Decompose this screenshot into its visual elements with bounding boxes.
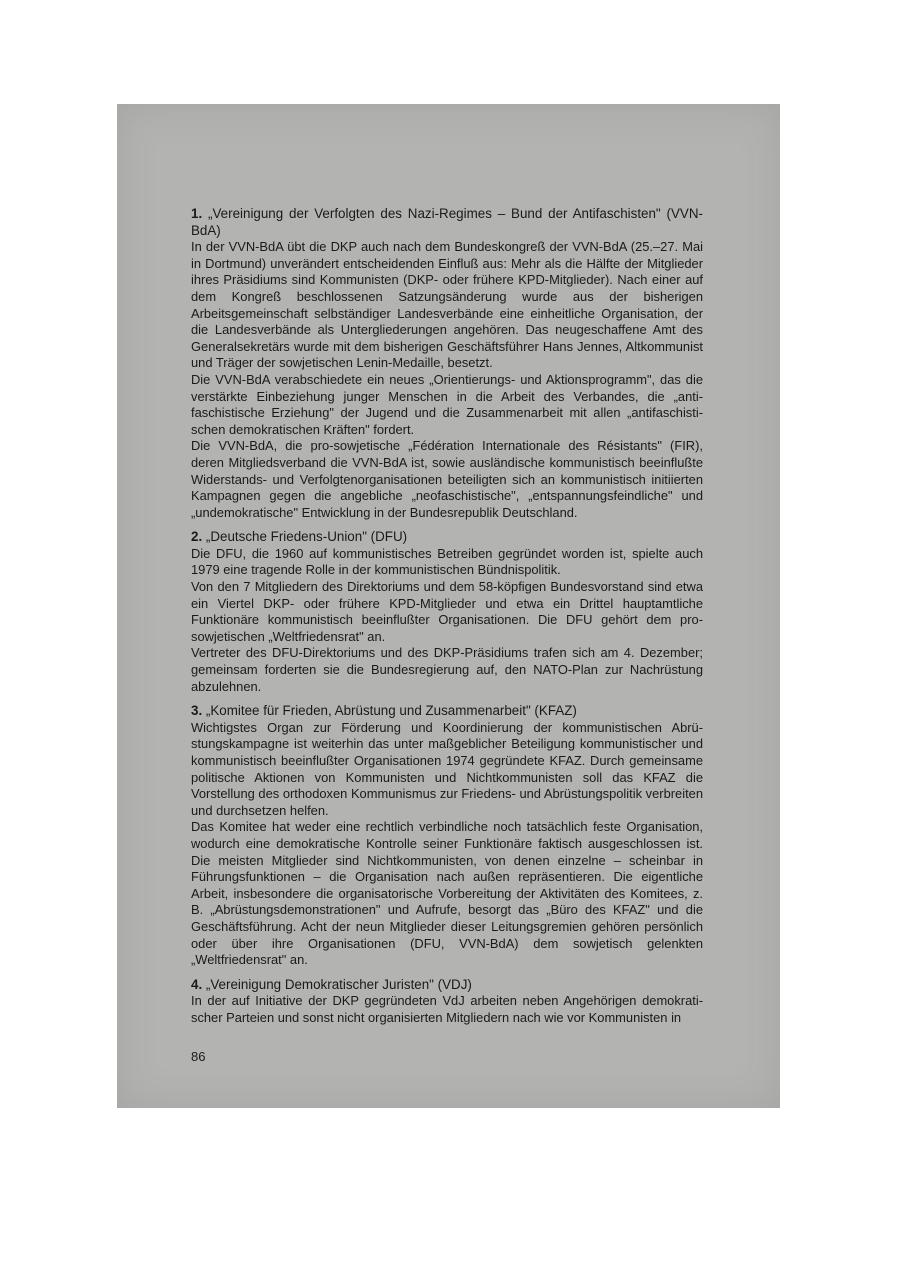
paragraph: In der auf Initiative der DKP gegründeten VdJ arbeiten neben Angehörigen demokratischer Parteien und sonst nicht organisierten Mitgliedern nach wie vor Kommunisten in [191, 993, 703, 1025]
paragraph: Die VVN-BdA verabschiedete ein neues „Orientierungs- und Aktionsprogramm", das die verstärkte Einbeziehung junger Menschen in die Arbeit des Verbandes, die „antifaschistische Erziehung" der Jugend und die Zusammenarbeit mit allen „antifaschistischen demokratischen Kräften" fordert. [191, 371, 703, 437]
section-number: 2. [191, 529, 203, 545]
paragraph: Die DFU, die 1960 auf kommunistisches Betreiben gegründet worden ist, spielte auch 1979 eine tragende Rolle in der kommunistischen Bündnispolitik. [191, 545, 703, 578]
paragraph: Das Komitee hat weder eine rechtlich verbindliche noch tatsächlich feste Organisation, wodurch eine demokratische Kontrolle seiner Funktionäre faktisch ausgeschlossen ist. Die meisten Mitglieder sind Nichtkommunisten, von denen einzelne – scheinbar in Führungsfunktionen – die Organisation nach außen repräsentieren. Die eigentliche Arbeit, insbesondere die organisatorische Vorbereitung der Aktivitäten des Komitees, z. B. „Abrüstungsdemonstrationen" und Aufrufe, besorgt das „Büro des KFAZ" und die Geschäftsführung. Acht der neun Mitglieder dieser Leitungsgremien gehören persönlich oder über ihre Organisationen (DFU, VVN-BdA) dem sowjetisch gelenkten „Weltfriedensrat" an. [191, 819, 703, 968]
paragraph: Vertreter des DFU-Direktoriums und des DKP-Präsidiums trafen sich am 4. Dezember; gemeinsam forderten sie die Bundesregierung auf, den NATO-Plan zur Nachrüstung abzulehnen. [191, 645, 703, 694]
section-title: „Deutsche Friedens-Union" (DFU) [205, 529, 408, 545]
paragraph: Von den 7 Mitgliedern des Direktoriums und dem 58-köpfigen Bundesvorstand sind etwa ein Viertel DKP- oder frühere KPD-Mitglieder und etwa ein Drittel hauptamtliche Funktionäre kommunistisch beeinflußter Organisationen. Die DFU gehört dem prosowjetischen „Weltfriedensrat" an. [191, 579, 703, 644]
paragraph: In der VVN-BdA übt die DKP auch nach dem Bundeskongreß der VVN-BdA (25.–27. Mai in Dortmund) unverändert entscheidenden Einfluß aus: Mehr als die Hälfte der Mitglieder ihres Präsidiums sind Kommunisten (DKP- oder frühere KPD-Mitglieder). Nach einer auf dem Kongreß beschlossenen Satzungsänderung wurde aus der bisherigen Arbeitsgemeinschaft selbständiger Landesverbände eine einheitliche Organisation, der die Landesverbände als Untergliederungen angehören. Das neugeschaffene Amt des Generalsekretärs wurde mit dem bisherigen Geschäftsführer Hans Jennes, Altkommunist und Träger der sowjetischen Lenin-Medaille, besetzt. [191, 239, 703, 371]
section-number: 3. [191, 703, 203, 719]
paragraph: Die VVN-BdA, die pro-sowjetische „Fédération Internationale des Résistants" (FIR), deren Mitgliedsverband die VVN-BdA ist, sowie ausländische kommunistisch beeinflußte Widerstands- und Verfolgtenorganisationen beteiligten sich an kommunistisch initiierten Kampagnen gegen die angebliche „neofaschistische", „entspannungsfeindliche" und „undemokratische" Entwicklung in der Bundesrepublik Deutschland. [191, 438, 703, 520]
paragraph: Wichtigstes Organ zur Förderung und Koordinierung der kommunistischen Abrüstungskampagne ist weiterhin das unter maßgeblicher Beteiligung kommunistischer und kommunistisch beeinflußter Organisationen 1974 gegründete KFAZ. Durch gemeinsame politische Aktionen von Kommunisten und Nichtkommunisten soll das KFAZ die Vorstellung des orthodoxen Kommunismus zur Friedens- und Abrüstungspolitik verbreiten und durchsetzen helfen. [191, 719, 703, 818]
section-number: 4. [191, 976, 203, 992]
section-vvn-bda [191, 206, 703, 521]
page-body [191, 206, 703, 1035]
section-kfaz [191, 703, 703, 969]
section-title: „Komitee für Frieden, Abrüstung und Zusammenarbeit" (KFAZ) [205, 703, 577, 719]
page-number: 86 [191, 1049, 206, 1064]
section-title: „Vereinigung der Verfolgten des Nazi-Regimes – Bund der Antifaschisten" (VVN-BdA) [191, 206, 703, 238]
section-heading [191, 206, 703, 239]
section-vdj [191, 977, 703, 1027]
section-heading [191, 977, 703, 994]
section-heading [191, 703, 703, 720]
section-title: „Vereinigung Demokratischer Juristen" (VDJ) [205, 976, 472, 992]
section-number: 1. [191, 206, 203, 221]
section-dfu [191, 529, 703, 695]
section-heading [191, 529, 703, 546]
